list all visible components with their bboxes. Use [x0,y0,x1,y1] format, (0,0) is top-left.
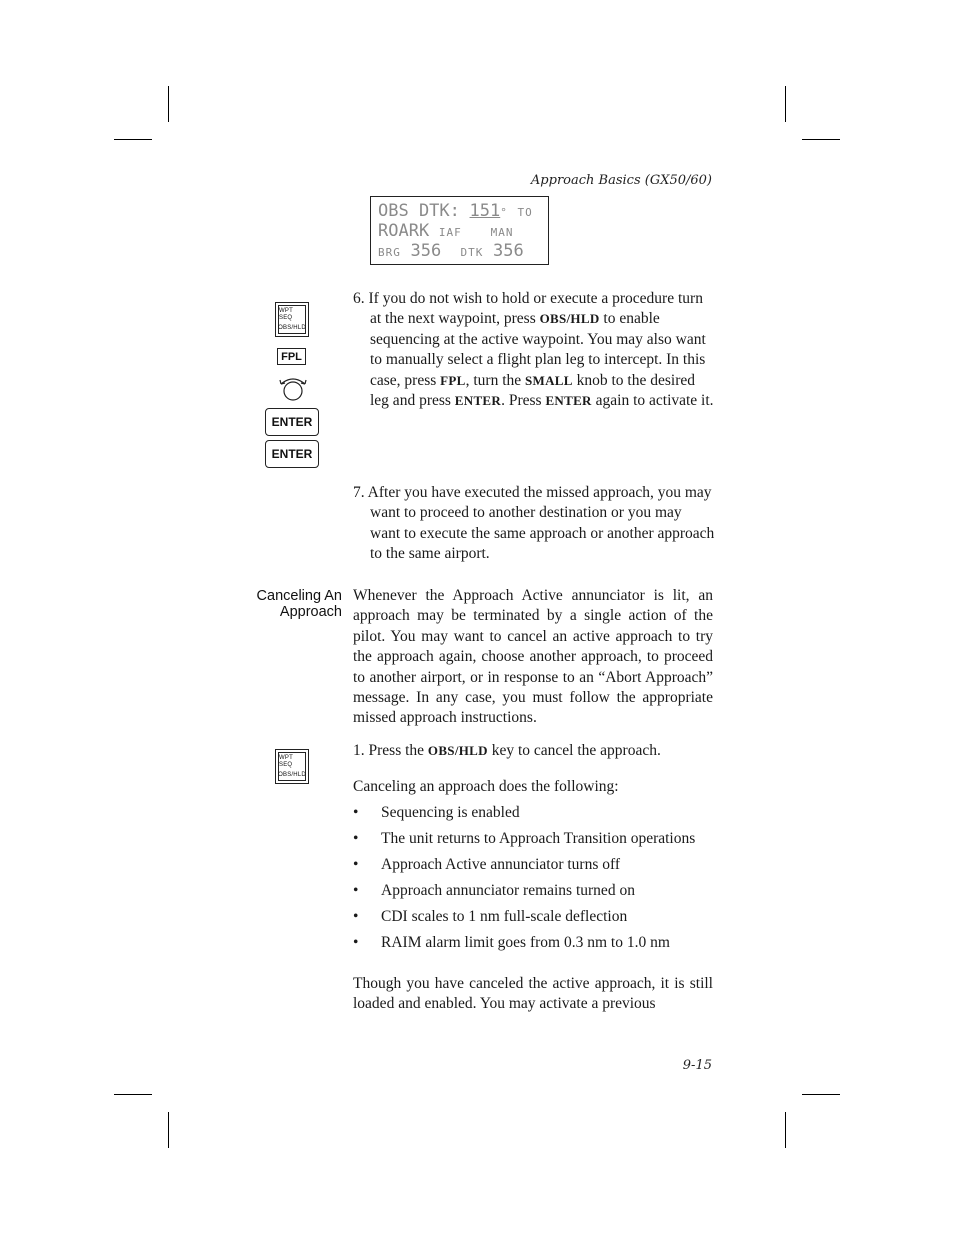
lcd-obs-dtk-value: 151 [469,201,501,221]
step-text: to enable sequencing at the active waypoint. You may also want to manually select a flight plan leg to intercept. In this case, press [370,310,706,389]
running-header: Approach Basics (GX50/60) [530,173,712,188]
lcd-man: MAN [490,226,514,239]
enter-key: ENTER [265,440,319,468]
key-ref-small: SMALL [525,372,573,388]
step-text: knob to the desired leg and press [370,371,696,410]
step-7 [353,483,715,565]
crop-mark [168,1112,169,1148]
step-number: 7. [353,484,365,501]
section-heading-line: Approach [279,604,342,620]
crop-mark [785,86,786,122]
step-number: 1. [353,742,365,759]
wpt-seq-obs-hld-key [275,749,309,784]
step-text: After you have executed the missed approach, you may want to proceed to another destination or you may want to execute the same approach or another approach to the same airport. [367,484,715,563]
lcd-dtk-label: DTK [460,246,484,259]
small-knob-icon [277,375,309,403]
lcd-degree: ° [500,206,508,219]
crop-mark [114,139,152,140]
step-6 [353,289,715,411]
closing-paragraph: Though you have canceled the active approach, it is still loaded and enabled. You may activate a previous [353,975,713,1013]
list-item: • CDI scales to 1 nm full-scale deflection [353,908,628,925]
crop-mark [802,139,840,140]
lcd-row-1 [378,201,533,221]
lcd-dtk-value: 356 [493,241,524,261]
key-ref-enter: ENTER [454,393,502,409]
step-text: again to activate it. [591,392,714,410]
lcd-brg-label: BRG [378,246,401,259]
key-label-obs-hld: OBS/HLD [278,324,306,331]
key-label-wpt-seq: WPT SEQ [279,754,293,768]
step-text: If you do not wish to hold or execute a procedure turn at the next waypoint, press [368,290,703,328]
crop-mark [802,1094,840,1095]
key-ref-fpl: FPL [440,372,466,388]
step-text: , turn the [465,371,526,389]
lcd-row-2 [378,221,513,241]
section-heading-line: Canceling An [256,588,342,604]
crop-mark [168,86,169,122]
section-paragraph: Whenever the Approach Active annunciator is lit, an approach may be terminated by a single action of the pilot. You may want to cancel an active approach to try the approach again, choose another approach, to proceed to another airport, or in response to an “Abort Approach” message. In any case, you must follow the appropriate missed approach instructions. [353,587,713,727]
list-item: • Approach annunciator remains turned on [353,882,635,899]
lcd-obs-dtk-label: OBS DTK: [378,201,460,221]
key-label-obs-hld: OBS/HLD [278,771,306,778]
step-text: Press the [368,742,428,759]
lcd-display [370,196,549,265]
lcd-brg-value: 356 [410,241,442,261]
step-text: . Press [501,392,546,410]
lcd-to-flag: TO [517,206,533,219]
wpt-seq-obs-hld-key [275,302,309,337]
fpl-key: FPL [277,348,306,365]
cancel-step-1 [353,741,715,761]
crop-mark [785,1112,786,1148]
page-number: 9-15 [682,1058,712,1073]
step-text: key to cancel the approach. [487,742,661,759]
section-heading [230,588,342,620]
cancel-effects-list [353,804,715,960]
step-6-text [353,289,715,411]
cancel-intro: Canceling an approach does the following: [353,778,619,795]
list-item: • The unit returns to Approach Transition operations [353,830,696,847]
lcd-waypoint-name: ROARK [378,221,430,241]
step-7-text [353,483,715,565]
key-ref-enter: ENTER [545,393,592,409]
list-item: • Sequencing is enabled [353,804,520,821]
enter-key: ENTER [265,408,319,436]
key-face [278,752,306,781]
list-item: • Approach Active annunciator turns off [353,856,621,873]
key-ref-obs-hld: OBS/HLD [427,743,488,758]
crop-mark [114,1094,152,1095]
step-number: 6. [353,290,365,307]
key-ref-obs-hld: OBS/HLD [539,311,600,327]
list-item: • RAIM alarm limit goes from 0.3 nm to 1.0 nm [353,934,670,951]
lcd-iaf: IAF [438,226,462,239]
key-face [278,305,306,334]
lcd-row-3 [378,241,524,261]
key-label-wpt-seq: WPT SEQ [279,307,293,321]
